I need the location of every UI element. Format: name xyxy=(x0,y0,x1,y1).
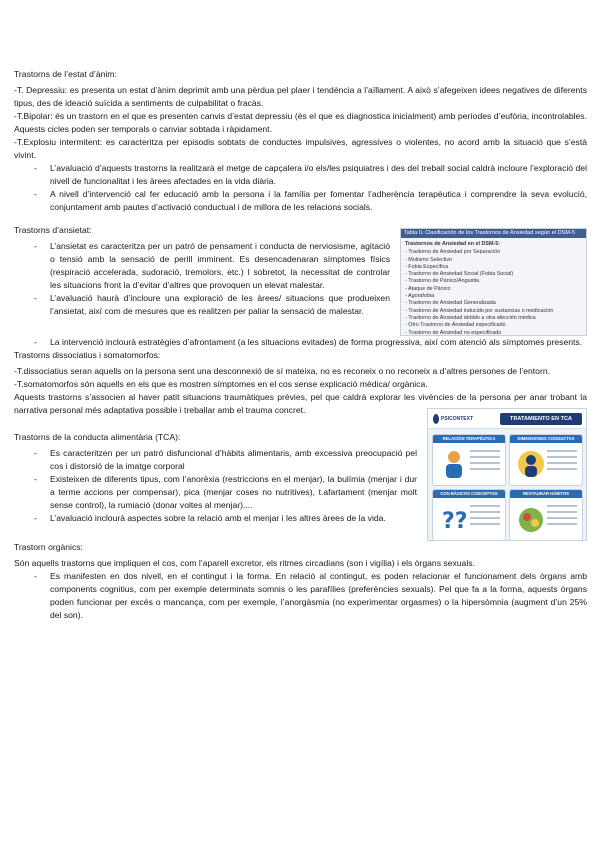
infographic-panel: DIMENSIONES CONDUCTAS xyxy=(509,434,583,486)
table-row: - Otro Trastorno de Ansiedad especificado xyxy=(405,322,506,329)
bipolar-paragraph: -T.Bipolar: és un trastorn en el que es presenten canvis d’estat depressiu (és el que es diagnostica inicialment) amb períodes d’eufòria, incontrolables. Aquests cicles poden ser temporals o canviar sobtada i ràpidament. xyxy=(14,111,587,134)
table-subtitle: Trastornos de Ansiedad en el DSM-5: xyxy=(405,241,501,247)
anxiety-bullet-intervention: La intervenció inclourà estratègies d’afrontament (a les situacions evitades) de forma progressiva, així com atenció als símptomes presents. xyxy=(50,337,583,347)
list-item: - L’avaluació d’aquests trastorns la realitzarà el metge de capçalera i/o els/les psiquiatres i des del treball social caldrà incloure l’exploració del nivell de funcionalitat i les àrees afectades en la vida diària. xyxy=(34,163,587,186)
anxiety-section xyxy=(14,224,587,349)
table-title: Tabla II. Clasificación de los Trastornos de Ansiedad según el DSM-5 xyxy=(401,229,586,238)
svg-text:??: ?? xyxy=(442,509,468,534)
dissociative-paragraph: -T.dissociatius seran aquells on la persona sent una desconnexió de sí mateixa, no es reconeix o no reconeix a d’altres persones de l’entorn. xyxy=(14,366,550,376)
trauma-paragraph: Aquests trastorns s’associen al haver patit situacions traumàtiques prèvies, pel que caldrà explorar les vivències de la persona per anar trobant la narrativa personal més adaptativa possible i treballar amb el trauma concret. xyxy=(14,392,587,415)
eating-bullet-definition: Es caracteritzen per un patró disfuncional d’hàbits alimentaris, amb excessiva preocupació pel cos i distorsió de la imatge corporal xyxy=(50,448,417,471)
infographic-panel: RELACIÓN TERAPÉUTICA xyxy=(432,434,506,486)
list-item: - Existeixen de diferents tipus, com l’anorèxia (restriccions en el menjar), la bulímia (menjar i dur a terme accions per compensar), pica (menjar coses no nutritives), t.afartament (menjar molt sense control), la rumiació (donar voltes al menjar).... xyxy=(34,474,417,510)
table-row: - Trastorno de Ansiedad Generalizada xyxy=(405,300,496,307)
list-item: - La intervenció inclourà estratègies d’afrontament (a les situacions evitades) de forma progressiva, així com atenció als símptomes presents. xyxy=(34,337,583,347)
table-row: - Trastorno de Pánico/Angustia xyxy=(405,278,480,285)
eating-disorders-section xyxy=(14,416,587,534)
organic-heading: Trastorn orgànics: xyxy=(14,542,83,552)
infographic-panel: RESTAURAR HÁBITOS xyxy=(509,489,583,541)
organic-intro: Són aquells trastorns que impliquen el cos, com l’aparell excretor, els ritmes circadians (son i vigília) i els òrgans sexuals. xyxy=(14,558,475,568)
eating-bullet-types: Existeixen de diferents tipus, com l’anorèxia (restriccions en el menjar), la bulímia (menjar i dur a terme accions per compensar), pica (menjar coses no nutritives), t.afartament (menjar molt sense control), la rumiació (donar voltes al menjar).... xyxy=(50,474,417,510)
table-row: - Trastorno de Ansiedad por Separación xyxy=(405,249,501,256)
list-item: - Es caracteritzen per un patró disfuncional d’hàbits alimentaris, amb excessiva preocupació pel cos i distorsió de la imatge corporal xyxy=(34,448,417,471)
table-row: - Ataque de Pánico xyxy=(405,285,451,292)
mood-disorders-section xyxy=(14,68,587,214)
anxiety-bullet-definition: L’ansietat es caracteritza per un patró de pensament i conducta de nerviosisme, agitació o tensió amb la sensació de perill imminent. Es desencadenaran símptomes físics (respiració accelerada, sudoració, tremolors, etc.) I sobretot, la necessitat de controlar les situacions front la d’evitar d’altres que provoquen un elevat malestar. xyxy=(50,241,390,290)
dissociative-heading: Trastorns dissociatius i somatomorfos: xyxy=(14,350,161,360)
table-row: - Agorafobia xyxy=(405,293,435,300)
list-item: - L’avaluació haurà d’incloure una exploració de les àrees/ situacions que produeixen l’ansietat, així com de mesures que es realitzen per paliar la sensació de malestar. xyxy=(34,293,390,316)
document-page xyxy=(14,68,587,622)
table-row: - Trastorno de Ansiedad no especificado xyxy=(405,329,502,336)
anxiety-heading: Trastorns d’ansietat: xyxy=(14,225,92,235)
infographic-panel: CON BÁSICOS CONCEPTOS ?? xyxy=(432,489,506,541)
explosive-paragraph: -T.Explosiu intermitent: es caracteritza per episodis sobtats de conductes impulsives, agressives o violentes, no acord amb la situació que s’està vivint. xyxy=(14,137,587,160)
list-item: - L’avaluació inclourà aspectes sobre la relació amb el menjar i les altres àrees de la vida. xyxy=(34,513,386,523)
table-row: - Fobia Específica xyxy=(405,263,449,270)
table-row: - Mutismo Selectivo xyxy=(405,256,453,263)
organic-bullet-levels: Es manifesten en dos nivell, en el contingut i la forma. En relació al contingut, es poden relacionar el funcionament dels òrgans amb components cognitius, com per exemple determinats somnis o les parafílies (preferències sexuals). Pel que fa a la forma, aquests òrgans poden funcionar per excés o mancança, com per exemple, l’anorgàsmia (no experimentar orgasmes) o la hipersòmnia (augment d’un 25% del son). xyxy=(50,571,587,620)
list-item: - L’ansietat es caracteritza per un patró de pensament i conducta de nerviosisme, agitació o tensió amb la sensació de perill imminent. Es desencadenaran símptomes físics (respiració accelerada, sudoració, tremolors, etc.) I sobretot, la necessitat de controlar les situacions front la d’evitar d’altres que provoquen un elevat malestar. xyxy=(34,241,390,290)
eating-disorders-heading: Trastorns de la conducta alimentària (TCA): xyxy=(14,432,181,442)
somatoform-paragraph: -T.somatomorfos són aquells en els que es mostren símptomes en el cos sense explicació mèdica/ orgànica. xyxy=(14,379,428,389)
table-row: - Trastorno de Ansiedad Social (Fobia Social) xyxy=(405,271,514,278)
infographic-banner: TRATAMIENTO EN TCA xyxy=(500,413,582,425)
psicontext-logo: PSICONTEXT xyxy=(433,413,473,425)
list-item: - Es manifesten en dos nivell, en el contingut i la forma. En relació al contingut, es poden relacionar el funcionament dels òrgans amb components cognitius, com per exemple determinats somnis o les parafílies (preferències sexuals). Pel que fa a la forma, aquests òrgans poden funcionar per excés o mancança, com per exemple, l’anorgàsmia (no experimentar orgasmes) o la hipersòmnia (augment d’un 25% del son). xyxy=(34,571,587,620)
eating-bullet-evaluation: L’avaluació inclourà aspectes sobre la relació amb el menjar i les altres àrees de la vida. xyxy=(50,513,386,523)
table-row: - Trastorno de Ansiedad inducido por sustancias o medicación xyxy=(405,307,554,314)
mood-bullet-evaluation: L’avaluació d’aquests trastorns la realitzarà el metge de capçalera i/o els/les psiquiatres i des del treball social caldrà incloure l’exploració del nivell de funcionalitat i les àrees afectades en la vida diària. xyxy=(50,163,587,186)
depressive-paragraph: -T. Depressiu: es presenta un estat d’ànim deprimit amb una pèrdua pel plaer i tendència a l’aïllament. A això s’afegeixen idees negatives de diferents tipus, des de ideació suïcida a sentiments de culpabilitat o fracàs. xyxy=(14,85,587,108)
mood-disorders-heading: Trastorns de l’estat d’ànim: xyxy=(14,69,117,79)
table-row: - Trastorno de Ansiedad debido a otra afección médica xyxy=(405,314,536,321)
mood-bullet-intervention: A nivell d’intervenció cal fer educació amb la persona i la família per fomentar l’adherència terapèutica i comprendre la seva evolució, conjuntament amb pautes d’activació conductual i de millora de les relacions socials. xyxy=(50,189,587,212)
anxiety-bullet-evaluation: L’avaluació haurà d’incloure una exploració de les àrees/ situacions que produeixen l’ansietat, així com de mesures que es realitzen per paliar la sensació de malestar. xyxy=(50,293,390,316)
organic-section xyxy=(14,541,587,622)
list-item: - A nivell d’intervenció cal fer educació amb la persona i la família per fomentar l’adherència terapèutica i comprendre la seva evolució, conjuntament amb pautes d’activació conductual i de millora de les relacions socials. xyxy=(34,189,587,212)
